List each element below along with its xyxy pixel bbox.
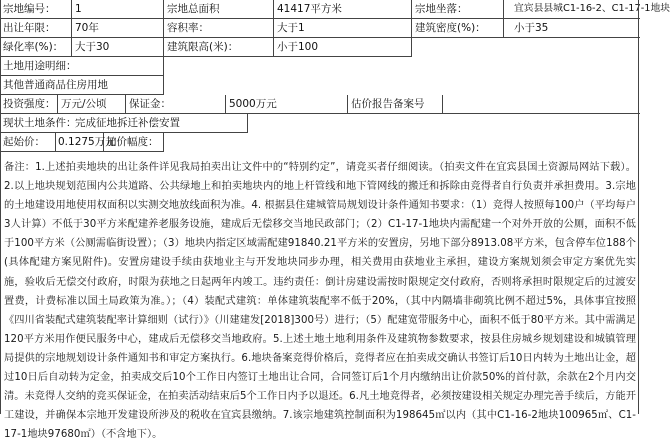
site-condition-label: 现状土地条件： xyxy=(3,117,77,129)
table-row-parcel-id xyxy=(0,0,670,19)
investment-intensity-label: 投资强度： xyxy=(0,95,58,113)
start-price-value: 0.1275万元 xyxy=(56,133,104,151)
greening-rate-label: 绿化率(%)： xyxy=(0,38,72,56)
remarks-section xyxy=(0,154,640,441)
table-row-land-use-label xyxy=(0,57,164,76)
table-row-term xyxy=(0,19,640,38)
term-value: 70年 xyxy=(72,19,164,37)
bid-increment-label: 加价幅度： xyxy=(104,133,164,151)
height-limit-value: 小于100 xyxy=(274,38,412,56)
greening-rate-value: 大于30 xyxy=(72,38,164,56)
table-row-investment xyxy=(0,95,640,114)
table-row-greening xyxy=(0,38,412,57)
total-area-label: 宗地总面积 xyxy=(164,0,274,18)
start-price-label: 起始价： xyxy=(0,133,56,151)
appraisal-record-label: 估价报告备案号 xyxy=(348,95,443,113)
table-row-site-condition xyxy=(0,114,248,133)
parcel-id-label: 宗地编号： xyxy=(0,0,72,18)
location-value: 宜宾县县城C1-16-2、C1-17-1地块 xyxy=(514,3,670,14)
height-limit-label: 建筑限高(米)： xyxy=(164,38,274,56)
building-density-label: 建筑密度(%)： xyxy=(412,19,504,37)
total-area-value: 41417平方米 xyxy=(274,0,412,18)
investment-intensity-value: 万元/公顷 xyxy=(58,95,126,113)
land-use-detail-label: 土地用途明细： xyxy=(0,57,164,75)
term-label: 出让年限： xyxy=(0,19,72,37)
remarks-text: 备注：1.上述拍卖地块的出让条件详见我局拍卖出让文件中的“特别约定”，请竞买者仔细阅读。（拍卖文件在宜宾县国土资源局网站下载）。2.以上地块规划范围内公共道路、公共绿地上和拍卖地块内的地上杆管线和地下管网线的搬迁和拆除由竞得者自行负责并承担费用。3.宗地的土地建设用地使用权面积以实测交地放线面积为准。4. 根据县住建城管局规划设计条件通知书要求：（1）竞得人按照每100户（平均每户3人计算）不低于30平方米配建养老服务设施，建成后无偿移交当地民政部门；（2）C1-17-1地块内需配建一个对外开放的公厕，面积不低于100平方米（公厕需临街设置）；（3）地块内指定区域需配建91840.21平方米的安置房，另地下部分8913.08平方米，包含停车位188个(具体配建方案见附件)。安置房建设手续由获地业主与开发地块同步办理，相关费用由获地业主承担，建设方案规划须会审定方案优先实施，验收后无偿交付政府，时限为获地之日起两年内竣工。违约责任：倒计房建设需按时限规定交付政府，否则将承担时限规定后的过渡安置费，计费标准以国土局政策为准。）；（4）装配式建筑：单体建筑装配率不低于20%，（其中内隔墙非砌筑比例不超过5%，具体事宜按照《四川省装配式建筑装配率计算细则（试行）》（川建建发[2018]300号）进行；（5）配建宽带服务中心，面积不低于80平方米。其中需满足120平方米用作便民服务中心，建成后无偿移交当地政府。5.上述土地土地利用条件及建筑物参数要求，按县住房城乡规划建设和城镇管理局提供的宗地规划设计条件通知书和审定方案执行。6.地块备案竞得价格后，竞得者应在拍卖成交确认书签订后10日内转为土地出让金，超过10日后自动转为定金，拍卖成交后10个工作日内签订土地出让合同，合同签订后1个月内缴纳出让价款50%的首付款，余款在2个月内交清。未竞得人交纳的竞买保证金，在拍卖活动结束后5个工作日内予以退还。6.凡土地竞得者，必须按建设相关规定办理完善手续后，方能开工建设，并确保本宗地开发建设所涉及的税收在宜宾县缴纳。7.该宗地建筑控制面积为198645㎡以内（其中C1-16-2地块100965㎡、C1-17-1地块97680㎡）（不含地下）。 xyxy=(4,162,636,441)
building-density-value: 小于35 xyxy=(514,22,549,34)
site-condition-value: 完成征地拆迁补偿安置 xyxy=(75,114,248,132)
deposit-label: 保证金： xyxy=(126,95,226,113)
plot-ratio-value: 大于1 xyxy=(274,19,412,37)
table-row-land-use-value xyxy=(0,76,164,95)
location-label: 宗地坐落： xyxy=(412,0,504,18)
land-use-detail-value: 其他普通商品住房用地 xyxy=(0,76,164,94)
appraisal-record-value xyxy=(443,95,640,113)
plot-ratio-label: 容积率： xyxy=(164,19,274,37)
deposit-value: 5000万元 xyxy=(226,95,348,113)
parcel-id-value: 1 xyxy=(72,0,164,18)
table-row-start-price xyxy=(0,133,164,152)
